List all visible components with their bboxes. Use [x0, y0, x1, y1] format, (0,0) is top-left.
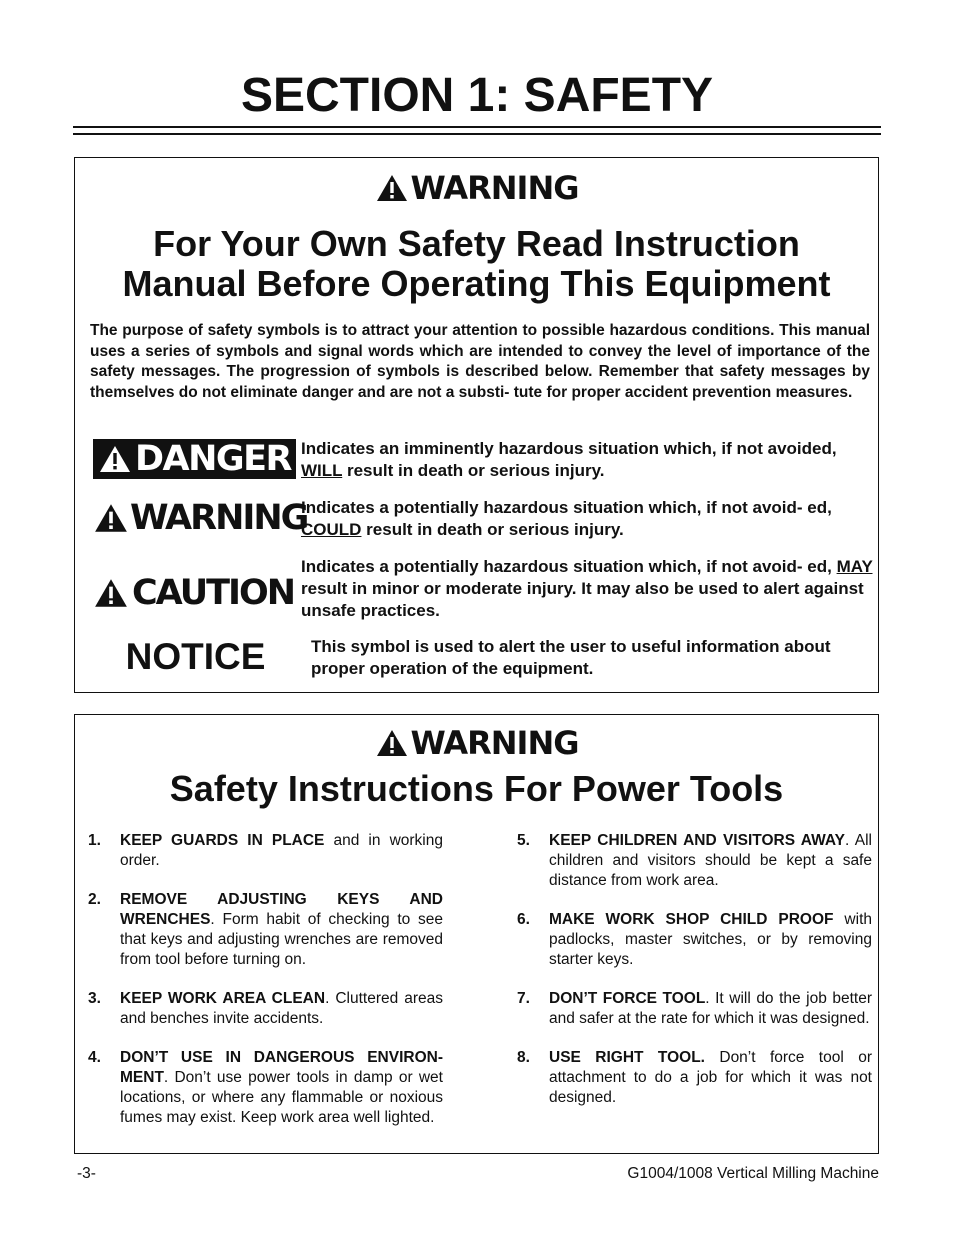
- warning-triangle-icon: [375, 173, 409, 203]
- page-number: -3-: [77, 1165, 96, 1182]
- danger-triangle-icon: [98, 444, 132, 474]
- instructions-right-column: [517, 831, 872, 1127]
- item-body: . Cluttered areas and benches invite accidents.: [120, 990, 443, 1027]
- danger-label: [93, 439, 296, 479]
- list-item: [517, 989, 872, 1029]
- warning-keyword: COULD: [301, 520, 362, 539]
- manual-title-line1: For Your Own Safety Read Instruction: [153, 223, 800, 264]
- warning-triangle-icon: [375, 728, 409, 758]
- caution-word: CAUTION: [132, 573, 295, 613]
- warning-heading-2: [75, 723, 878, 763]
- warning-word-2: WARNING: [410, 724, 579, 762]
- warning-label-triangle-icon: [93, 502, 129, 534]
- item-number: 2.: [88, 891, 101, 908]
- item-head: KEEP WORK AREA CLEAN: [120, 990, 326, 1007]
- item-number: 1.: [88, 832, 101, 849]
- caution-label: [93, 571, 294, 615]
- warning-text-after: result in death or serious injury.: [361, 520, 624, 539]
- danger-word: DANGER: [134, 439, 292, 479]
- list-item: [88, 890, 443, 970]
- item-body: . Form habit of checking to see that keys and adjusting wrenches are removed from tool before turning on.: [120, 911, 443, 968]
- list-item: [517, 1048, 872, 1108]
- item-body: Don’t force tool or attachment to do a job for which it was not designed.: [549, 1049, 872, 1106]
- item-head: DON’T USE IN DANGEROUS ENVIRON- MENT: [120, 1049, 443, 1086]
- list-item: [517, 910, 872, 970]
- item-number: 6.: [517, 911, 530, 928]
- intro-paragraph: The purpose of safety symbols is to attract your attention to possible hazardous conditions. This manual uses a series of symbols and signal words which are intended to convey the level of importance of the safety messages. The progression of symbols is described below. Remember that safety messages by themselves do not eliminate danger and are not a substi- tute for proper accident prevention measures.: [90, 322, 870, 401]
- danger-text-after: result in death or serious injury.: [342, 461, 605, 480]
- item-head: USE RIGHT TOOL.: [549, 1049, 705, 1066]
- caution-keyword: MAY: [836, 557, 873, 576]
- caution-text-after: result in minor or moderate injury. It may also be used to alert against unsafe practices.: [301, 579, 864, 620]
- item-body: and in working order.: [120, 832, 443, 869]
- item-number: 7.: [517, 990, 530, 1007]
- item-head: KEEP CHILDREN AND VISITORS AWAY: [549, 832, 845, 849]
- item-head: MAKE WORK SHOP CHILD PROOF: [549, 911, 834, 928]
- item-body: . All children and visitors should be kept a safe distance from work area.: [549, 832, 872, 889]
- item-head: KEEP GUARDS IN PLACE: [120, 832, 325, 849]
- item-number: 5.: [517, 832, 530, 849]
- list-item: [88, 989, 443, 1029]
- warning-description: [301, 497, 876, 541]
- item-body: . It will do the job better and safer at the rate for which it was designed.: [549, 990, 872, 1027]
- section-title: SECTION 1: SAFETY: [240, 69, 714, 122]
- danger-keyword: WILL: [301, 461, 343, 480]
- caution-triangle-icon: [93, 577, 129, 609]
- instructions-left-column: [88, 831, 443, 1147]
- caution-description: [301, 556, 876, 622]
- warning-word: WARNING: [410, 169, 579, 207]
- manual-title-line2: Manual Before Operating This Equipment: [122, 263, 831, 304]
- list-item: [517, 831, 872, 891]
- danger-description: [301, 438, 876, 482]
- warning-label-word: WARNING: [130, 498, 308, 538]
- danger-text-before: Indicates an imminently hazardous situation which, if not avoided,: [301, 439, 837, 458]
- manual-name: G1004/1008 Vertical Milling Machine: [627, 1165, 879, 1182]
- power-tools-title: Safety Instructions For Power Tools: [169, 768, 784, 809]
- notice-description: This symbol is used to alert the user to useful information about proper operation of the equipment.: [311, 637, 831, 678]
- title-rule-top: [73, 126, 881, 128]
- list-item: [88, 1048, 443, 1128]
- notice-label: NOTICE: [125, 636, 266, 677]
- item-body: . Don’t use power tools in damp or wet locations, or where any flammable or noxious fumes may exist. Keep work area well lighted.: [120, 1069, 443, 1126]
- item-number: 4.: [88, 1049, 101, 1066]
- warning-text-before: Indicates a potentially hazardous situation which, if not avoid- ed,: [301, 498, 832, 517]
- manual-title: [75, 224, 878, 304]
- item-head: DON’T FORCE TOOL: [549, 990, 706, 1007]
- warning-heading: [75, 168, 878, 208]
- item-number: 3.: [88, 990, 101, 1007]
- caution-text-before: Indicates a potentially hazardous situation which, if not avoid- ed,: [301, 557, 837, 576]
- list-item: [88, 831, 443, 871]
- item-head: REMOVE ADJUSTING KEYS AND WRENCHES: [120, 891, 443, 928]
- power-tools-safety-box: [74, 714, 879, 1154]
- title-rule-bottom: [73, 133, 881, 135]
- item-body: with padlocks, master switches, or by removing starter keys.: [549, 911, 872, 968]
- item-number: 8.: [517, 1049, 530, 1066]
- warning-label: [93, 496, 307, 540]
- safety-symbols-box: [74, 157, 879, 693]
